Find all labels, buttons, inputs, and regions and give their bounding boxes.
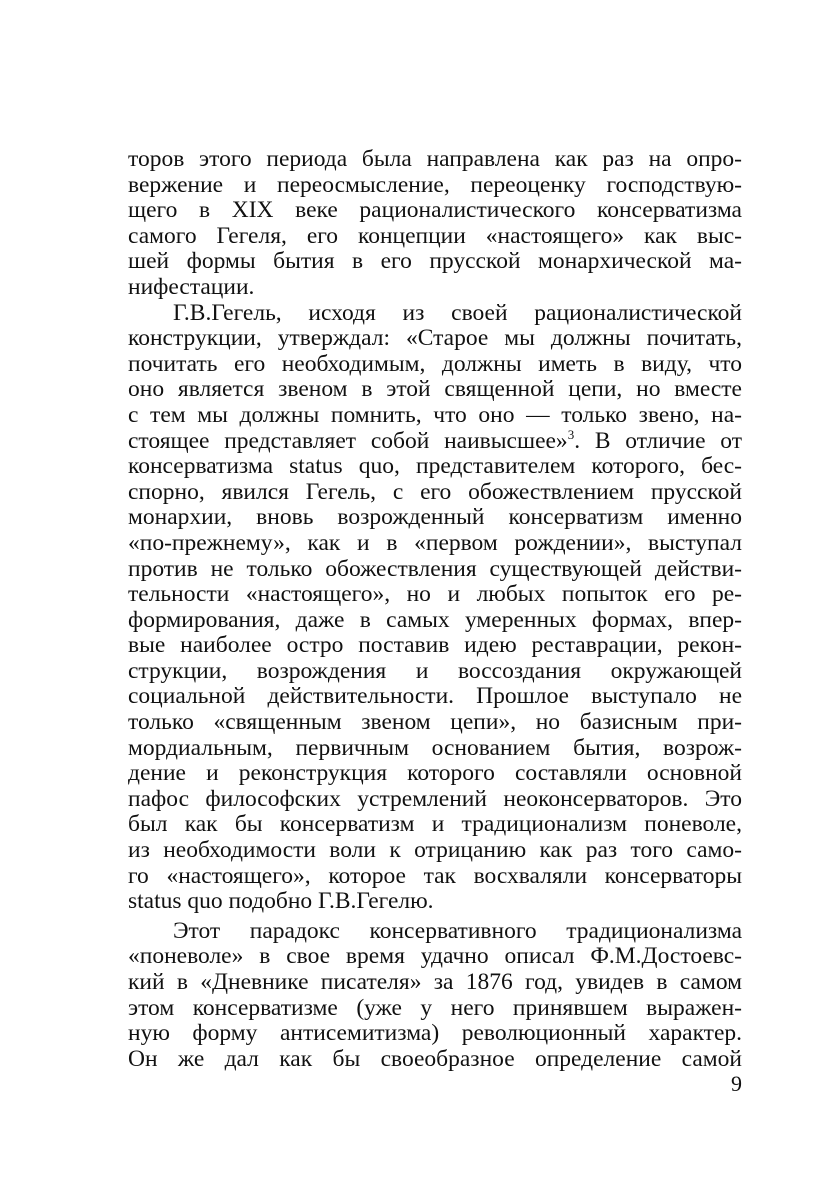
text-line: консерватизма status quo, представителем которого, бес-: [128, 453, 742, 480]
text-line: социальной действительности. Прошлое выступало не: [128, 683, 742, 710]
text-line: Г.В.Гегель, исходя из своей рационалистической: [173, 299, 742, 326]
text-line: го «настоящего», которое так восхваляли консерваторы: [128, 862, 742, 889]
text-line: «по-прежнему», как и в «первом рождении», выступал: [128, 529, 742, 556]
text-line: шей формы бытия в его прусской монархической ма-: [128, 248, 742, 275]
text-line: кий в «Дневнике писателя» за 1876 год, увидев в самом: [128, 969, 742, 995]
page-number: 9: [731, 1071, 742, 1096]
paragraph-3: [128, 919, 742, 1073]
text-line: почитать его необходимым, должны иметь в виду, что: [128, 350, 742, 377]
text-after-footnote: . В отличие от: [574, 427, 743, 454]
text-line: конструкции, утверждал: «Старое мы должны почитать,: [128, 325, 742, 352]
quote-end-text: стоящее представляет собой наивысшее»: [128, 427, 568, 454]
text-line: торов этого периода была направлена как раз на опро-: [128, 146, 742, 172]
text-line: Он же дал как бы своеобразное определение самой: [128, 1045, 742, 1072]
text-line: Этот парадокс консервативного традиционализма: [173, 917, 742, 944]
text-line: пафос философских устремлений неоконсерваторов. Это: [128, 785, 742, 812]
paragraph-2: [128, 301, 742, 915]
text-line: «поневоле» в свое время удачно описал Ф.М.Достоевс-: [128, 943, 742, 970]
text-line: только «священным звеном цепи», но базисным при-: [128, 709, 742, 736]
page-body: [128, 147, 742, 1072]
text-line: самого Гегеля, его концепции «настоящего» как выс-: [128, 222, 742, 249]
text-line: монархии, вновь возрожденный консерватизм именно: [128, 504, 742, 531]
text-line: с тем мы должны помнить, что оно — только звено, на-: [128, 401, 742, 428]
text-line: ную форму антисемитизма) революционный характер.: [128, 1020, 742, 1047]
text-line: вержение и переосмысление, переоценку господствую-: [128, 171, 742, 198]
text-line: формирования, даже в самых умеренных формах, впер-: [128, 606, 742, 633]
text-line: дение и реконструкция которого составляли основной: [128, 760, 742, 787]
paragraph-1: [128, 147, 742, 301]
text-line: щего в XIX веке рационалистического консерватизма: [128, 197, 742, 224]
text-line: из необходимости воли к отрицанию как раз того само-: [128, 837, 742, 864]
text-line: был как бы консерватизм и традиционализм поневоле,: [128, 811, 742, 838]
text-line: вые наиболее остро поставив идею реставрации, рекон-: [128, 632, 742, 659]
text-line: нифестации.: [128, 273, 255, 300]
text-line: status quo подобно Г.В.Гегелю.: [128, 888, 434, 915]
text-line: против не только обожествления существующей действи-: [128, 555, 742, 582]
text-line: этом консерватизме (уже у него принявшем выражен-: [128, 994, 742, 1021]
text-line: оно является звеном в этой священной цепи, но вместе: [128, 376, 742, 403]
text-line: струкции, возрождения и воссоздания окружающей: [128, 657, 742, 684]
text-line: тельности «настоящего», но и любых попыток его ре-: [128, 581, 742, 608]
footnote-reference[interactable]: 3: [567, 426, 575, 442]
text-line-with-footnote: [128, 426, 743, 455]
text-line: мордиальным, первичным основанием бытия, возрож-: [128, 734, 742, 761]
text-line: спорно, явился Гегель, с его обожествлением прусской: [128, 478, 742, 505]
